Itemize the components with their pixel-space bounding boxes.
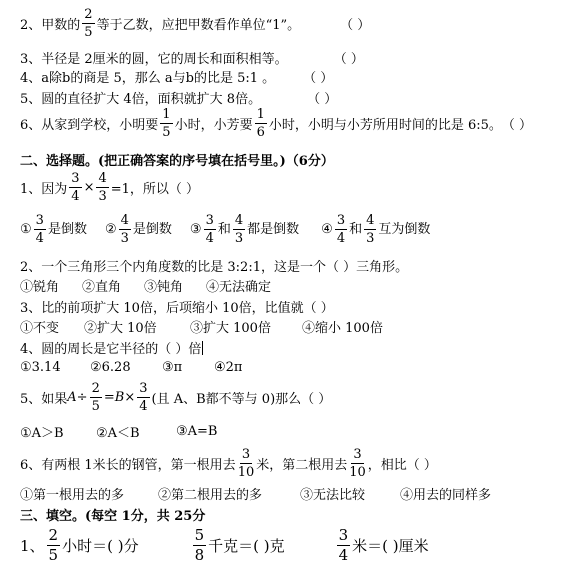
answer-paren[interactable]: （ ） xyxy=(303,71,334,86)
judge-q6-pre: 6、从家到学校，小明要 xyxy=(20,118,159,133)
fraction: $\frac{4}{3}$ xyxy=(120,213,129,246)
fraction: $\frac{4}{3}$ xyxy=(366,213,375,246)
answer-paren[interactable]: ，相比（ ） xyxy=(367,458,437,473)
judge-q6-post: 小时，小明与小芳所用时间的比是 6:5。 xyxy=(268,118,502,133)
option-4[interactable]: ④用去的同样多 xyxy=(400,488,492,503)
option-3[interactable]: ③钝角 xyxy=(144,280,184,295)
fraction: $\frac{3}{4}$ xyxy=(71,171,80,204)
choice-q3-options xyxy=(20,317,383,336)
answer-paren[interactable]: （ ） xyxy=(501,118,533,133)
fraction: $\frac{3}{4}$ xyxy=(338,526,349,564)
option-4[interactable]: ④缩小 100倍 xyxy=(302,321,383,336)
judge-q4 xyxy=(20,67,333,86)
option-2[interactable]: ②直角 xyxy=(82,280,122,295)
answer-paren[interactable]: =1，所以（ ） xyxy=(110,182,200,197)
fraction: $\frac{3}{4}$ xyxy=(35,213,44,246)
fill-blank-2[interactable]: 千克＝( )克 xyxy=(208,537,285,555)
option-3[interactable]: ③π xyxy=(162,360,183,375)
choice-q3: 3、比的前项扩大 10倍，后项缩小 10倍，比值就（ ） xyxy=(20,301,334,316)
choice-q6-options xyxy=(20,484,491,503)
fraction: $\frac{1}{5}$ xyxy=(162,107,171,140)
option-3[interactable]: ③无法比较 xyxy=(300,488,366,503)
option-1[interactable]: ①不变 xyxy=(20,321,60,336)
fraction: $\frac{3}{10}$ xyxy=(349,447,366,480)
text-cursor xyxy=(202,341,203,355)
fraction: $\frac{3}{4}$ xyxy=(139,381,148,414)
option-2[interactable]: ②6.28 xyxy=(90,360,131,375)
option-2[interactable]: ② $\frac{4}{3}$ 是倒数 xyxy=(104,213,172,246)
judge-q5 xyxy=(20,88,337,107)
option-2[interactable]: ②A＜B xyxy=(96,426,140,441)
option-4[interactable]: ④2π xyxy=(214,360,243,375)
judge-q3-text: 3、半径是 2厘米的圆，它的周长和面积相等。 xyxy=(20,52,288,67)
judge-q6-mid: 小时，小芳要 xyxy=(174,118,253,133)
choice-q1: 1、因为 $\frac{3}{4}$ × $\frac{4}{3}$ =1，所以（ ） xyxy=(20,171,200,204)
option-1[interactable]: ①3.14 xyxy=(20,360,61,375)
judge-q2-pre: 2、甲数的 xyxy=(20,18,81,33)
fraction: $\frac{2}{5}$ xyxy=(84,7,93,40)
choice-q2: 2、一个三角形三个内角度数的比是 3:2:1，这是一个（ ）三角形。 xyxy=(20,260,409,275)
choice-q4: 4、圆的周长是它半径的（ ）倍 xyxy=(20,342,202,357)
option-2[interactable]: ②扩大 10倍 xyxy=(84,321,157,336)
fraction: $\frac{3}{10}$ xyxy=(237,447,255,480)
answer-paren[interactable]: （ ） xyxy=(307,92,338,107)
option-3[interactable]: ③扩大 100倍 xyxy=(190,321,271,336)
option-1[interactable]: ①第一根用去的多 xyxy=(20,488,125,503)
answer-paren[interactable]: （ ） xyxy=(340,18,371,33)
judge-q4-text: 4、a除b的商是 5，那么 a与b的比是 5:1 。 xyxy=(20,71,276,86)
judge-q2 xyxy=(20,8,370,39)
option-1[interactable]: ①锐角 xyxy=(20,280,60,295)
option-4[interactable]: ④无法确定 xyxy=(206,280,272,295)
choice-q2-options xyxy=(20,276,271,295)
option-3[interactable]: ③ $\frac{3}{4}$ 和 $\frac{4}{3}$ 都是倒数 xyxy=(189,213,300,246)
option-1[interactable]: ①A＞B xyxy=(20,426,64,441)
section2-heading: 二、选择题。(把正确答案的序号填在括号里。)（6分） xyxy=(20,154,334,169)
fraction: $\frac{2}{5}$ xyxy=(91,381,100,414)
fill-blank-3[interactable]: 米＝( )厘米 xyxy=(352,537,429,555)
choice-q5-options xyxy=(20,422,218,441)
fill-blank-1[interactable]: 小时＝( )分 xyxy=(62,537,139,555)
option-1[interactable]: ① $\frac{3}{4}$ 是倒数 xyxy=(20,213,87,246)
choice-q5: 5、如果 A ÷ $\frac{2}{5}$ = B × $\frac{3}{4}$ (且 A、B都不等与 0)那么（ ） xyxy=(20,381,332,414)
answer-paren[interactable]: (且 A、B都不等与 0)那么（ ） xyxy=(151,392,332,407)
fraction: $\frac{5}{8}$ xyxy=(194,526,205,564)
option-4[interactable]: ④ $\frac{3}{4}$ 和 $\frac{4}{3}$ 互为倒数 xyxy=(321,213,431,246)
section3-heading: 三、填空。(每空 1分，共 25分 xyxy=(20,509,206,524)
fraction: $\frac{1}{6}$ xyxy=(256,107,265,140)
fraction: $\frac{2}{5}$ xyxy=(48,526,59,564)
judge-q2-post: 等于乙数，应把甲数看作单位“1”。 xyxy=(96,18,301,33)
fraction: $\frac{3}{4}$ xyxy=(336,213,346,246)
answer-paren[interactable]: （ ） xyxy=(333,52,364,67)
choice-q6: 6、有两根 1米长的钢管，第一根用去 $\frac{3}{10}$ 米，第二根用去 $\frac{3}{10}$ ，相比（ ） xyxy=(20,447,437,480)
judge-q3 xyxy=(20,48,364,67)
judge-q6 xyxy=(20,108,532,139)
choice-q1-options xyxy=(20,214,430,245)
fraction: $\frac{4}{3}$ xyxy=(98,171,107,204)
fraction: $\frac{4}{3}$ xyxy=(234,213,244,246)
fill-q1: 1、 $\frac{2}{5}$ 小时＝( )分 $\frac{5}{8}$ 千克＝( )克 $\frac{3}{4}$ 米＝( )厘米 xyxy=(20,526,429,564)
option-2[interactable]: ②第二根用去的多 xyxy=(158,488,263,503)
choice-q4-options xyxy=(20,360,242,375)
judge-q5-text: 5、圆的直径扩大 4倍，面积就扩大 8倍。 xyxy=(20,92,262,107)
option-3[interactable]: ③A=B xyxy=(176,424,218,439)
fraction: $\frac{3}{4}$ xyxy=(205,213,214,246)
